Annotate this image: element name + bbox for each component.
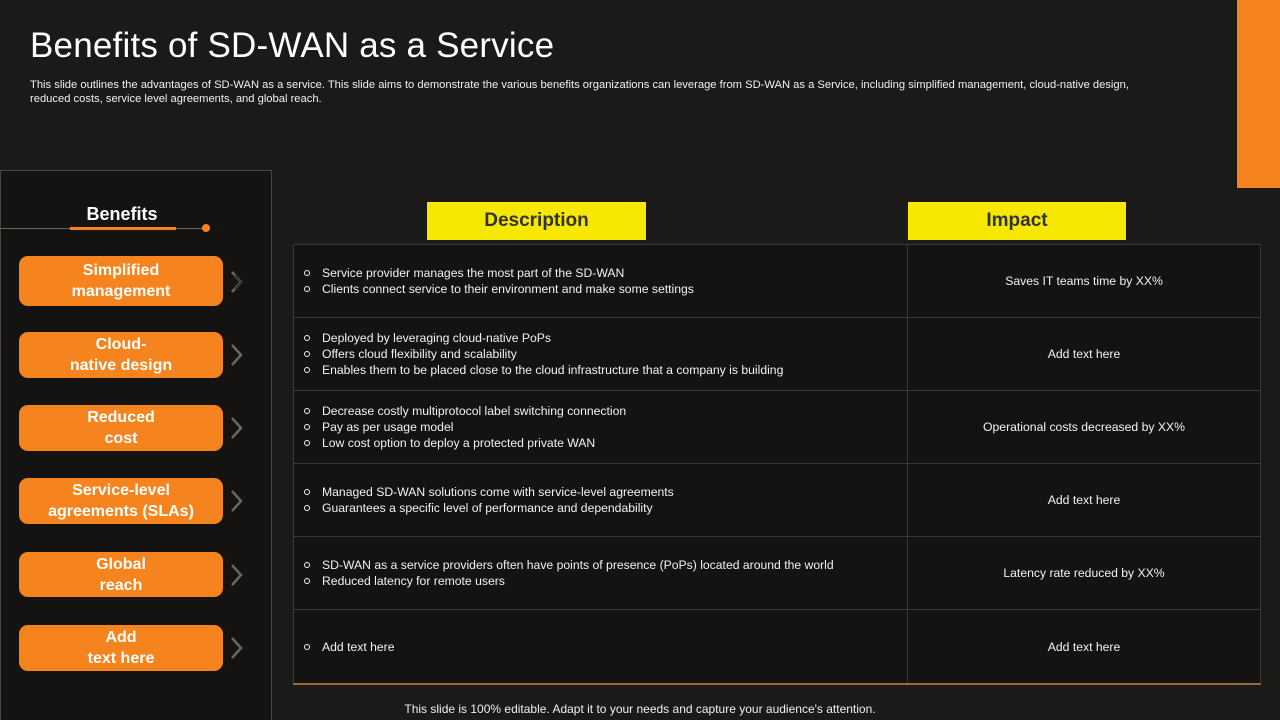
table-row	[294, 610, 1260, 683]
benefit-cloud-native-design[interactable]: Cloud- native design	[19, 332, 223, 378]
heading-accent	[70, 227, 176, 230]
description-cell	[294, 318, 908, 390]
impact-cell: Latency rate reduced by XX%	[1003, 566, 1165, 580]
list-item: Reduced latency for remote users	[304, 573, 907, 589]
description-cell	[294, 537, 908, 609]
impact-cell: Add text here	[1047, 347, 1121, 361]
bullet-icon	[304, 505, 310, 511]
chevron-right-icon	[229, 489, 245, 513]
bullet-icon	[304, 335, 310, 341]
table-row	[294, 245, 1260, 318]
chevron-right-icon	[229, 563, 245, 587]
table-row	[294, 391, 1260, 464]
column-header-description: Description	[427, 202, 646, 240]
chevron-right-icon	[229, 636, 245, 660]
bullet-icon	[304, 286, 310, 292]
list-item: Enables them to be placed close to the cloud infrastructure that a company is building	[304, 362, 907, 378]
bullet-icon	[304, 424, 310, 430]
bullet-icon	[304, 644, 310, 650]
bullet-icon	[304, 367, 310, 373]
list-item: Managed SD-WAN solutions come with service-level agreements	[304, 484, 907, 500]
benefit-add-text[interactable]: Add text here	[19, 625, 223, 671]
description-cell	[294, 245, 908, 317]
impact-cell: Operational costs decreased by XX%	[983, 420, 1185, 434]
bullet-icon	[304, 408, 310, 414]
description-cell	[294, 464, 908, 536]
column-header-impact: Impact	[908, 202, 1126, 240]
list-item: Add text here	[304, 639, 907, 655]
benefit-service-level-agreements[interactable]: Service-level agreements (SLAs)	[19, 478, 223, 524]
corner-accent-bar	[1237, 0, 1280, 188]
list-item: Offers cloud flexibility and scalability	[304, 346, 907, 362]
footer-note: This slide is 100% editable. Adapt it to your needs and capture your audience's attention.	[404, 702, 876, 716]
benefit-reduced-cost[interactable]: Reduced cost	[19, 405, 223, 451]
heading-dot	[202, 224, 210, 232]
bullet-icon	[304, 489, 310, 495]
list-item: Pay as per usage model	[304, 419, 907, 435]
impact-cell: Add text here	[1047, 493, 1121, 507]
chevron-right-icon	[229, 416, 245, 440]
list-item: SD-WAN as a service providers often have points of presence (PoPs) located around the world	[304, 557, 907, 573]
bullet-icon	[304, 440, 310, 446]
list-item: Low cost option to deploy a protected private WAN	[304, 435, 907, 451]
table-bottom-border	[293, 683, 1261, 685]
description-cell	[294, 610, 908, 683]
page-title: Benefits of SD-WAN as a Service	[30, 26, 555, 65]
chevron-right-icon	[229, 343, 245, 367]
list-item: Decrease costly multiprotocol label switching connection	[304, 403, 907, 419]
list-item: Service provider manages the most part of the SD-WAN	[304, 265, 907, 281]
bullet-icon	[304, 578, 310, 584]
impact-cell: Saves IT teams time by XX%	[1005, 274, 1163, 288]
chevron-right-icon	[229, 270, 245, 294]
table-row	[294, 318, 1260, 391]
list-item: Clients connect service to their environment and make some settings	[304, 281, 907, 297]
table-row	[294, 464, 1260, 537]
bullet-icon	[304, 351, 310, 357]
bullet-icon	[304, 562, 310, 568]
table-row	[294, 537, 1260, 610]
bullet-icon	[304, 270, 310, 276]
benefit-global-reach[interactable]: Global reach	[19, 552, 223, 597]
benefits-table	[293, 244, 1261, 685]
description-cell	[294, 391, 908, 463]
benefit-simplified-management[interactable]: Simplified management	[19, 256, 223, 306]
page-subtitle: This slide outlines the advantages of SD-WAN as a service. This slide aims to demonstrate the various benefits organizations can leverage from SD-WAN as a Service, including simplified management, cloud-native design, reduced costs, service level agreements, and global reach.	[30, 79, 1129, 105]
benefits-heading: Benefits	[86, 204, 158, 224]
list-item: Deployed by leveraging cloud-native PoPs	[304, 330, 907, 346]
impact-cell: Add text here	[1047, 639, 1121, 654]
list-item: Guarantees a specific level of performance and dependability	[304, 500, 907, 516]
